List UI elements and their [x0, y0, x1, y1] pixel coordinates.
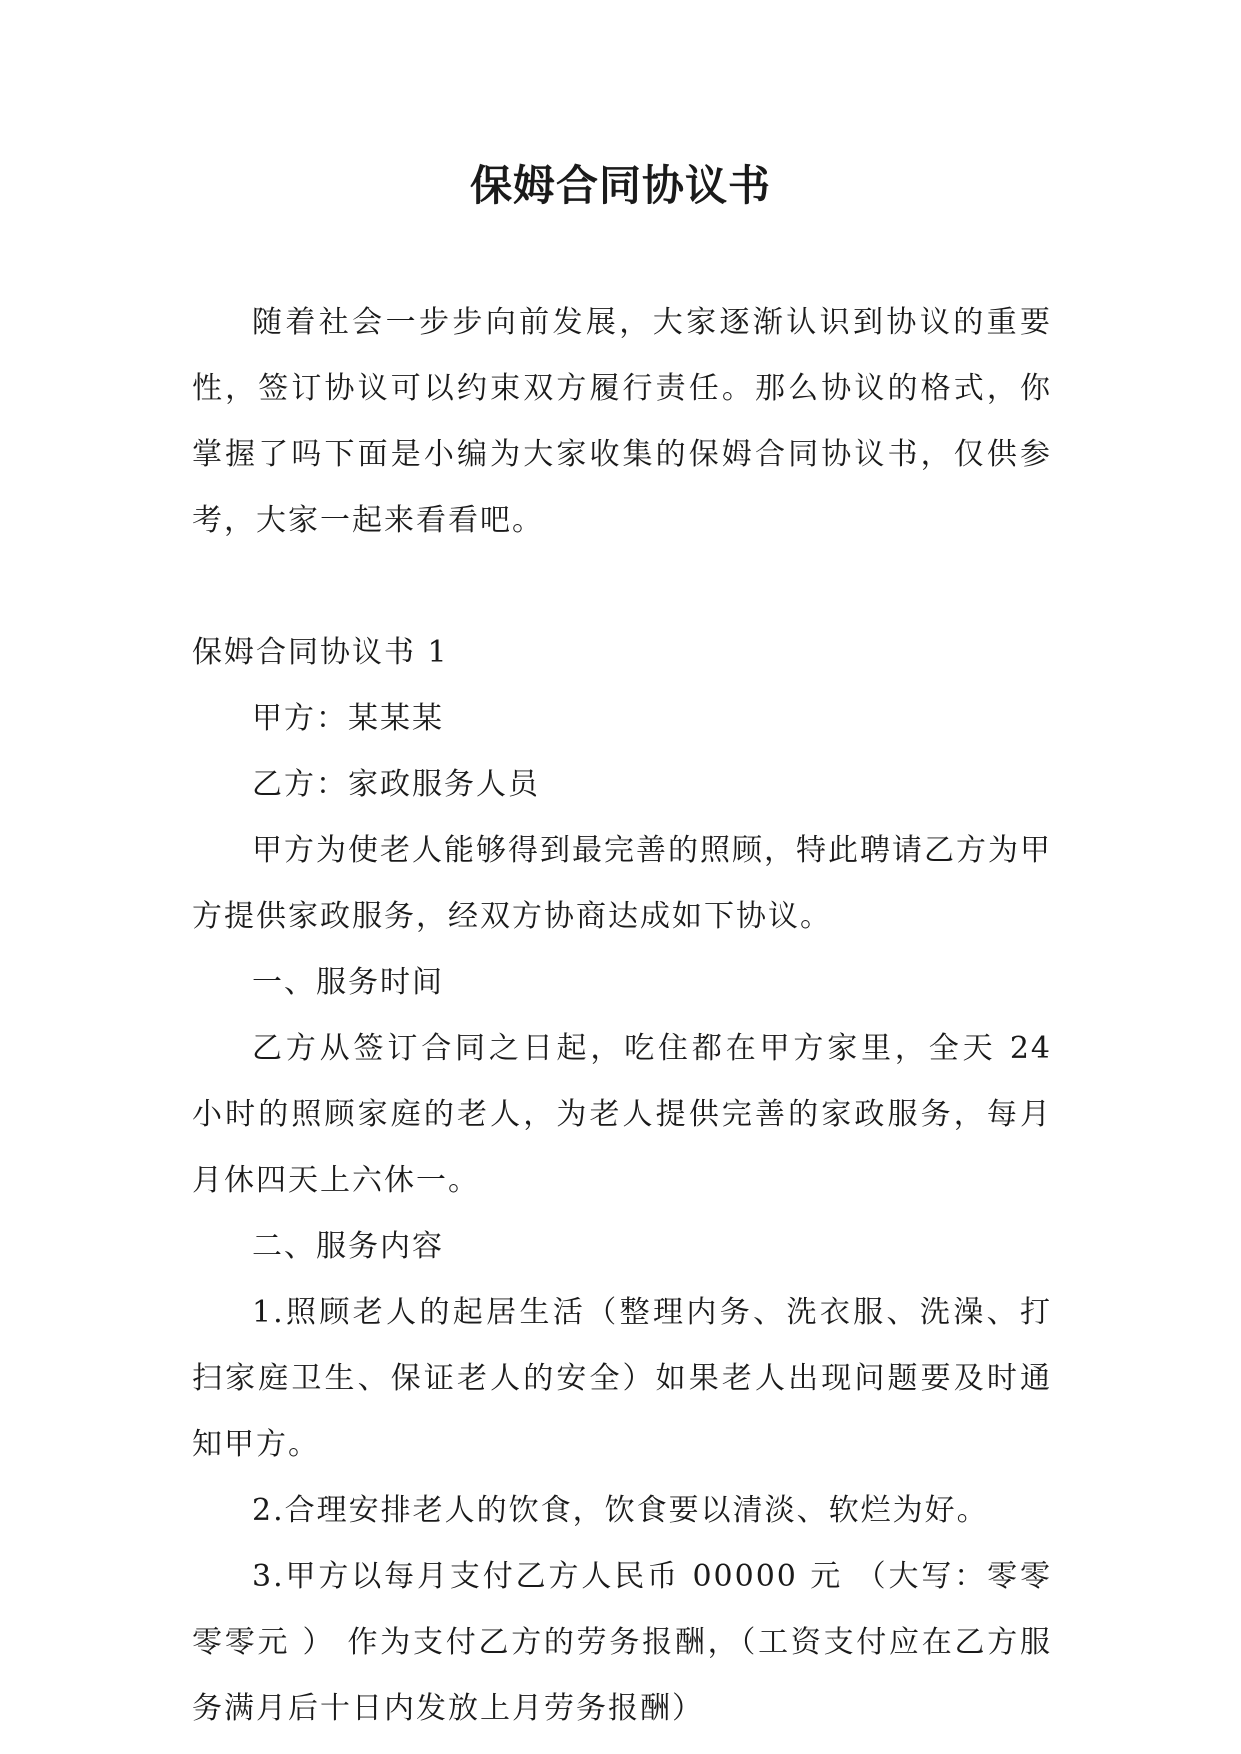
service-item-2: 2.合理安排老人的饮食，饮食要以清淡、软烂为好。 [252, 1493, 989, 1528]
service-time-paragraph: 乙方从签订合同之日起，吃住都在甲方家里，全天 24 小时的照顾家庭的老人，为老人提供完善的家政服务，每月月休四天上六休一。 [192, 1031, 1052, 1198]
document-title: 保姆合同协议书 [469, 161, 771, 210]
party-a-line: 甲方：某某某 [252, 701, 444, 736]
document-body [192, 290, 1052, 1742]
purpose-paragraph: 甲方为使老人能够得到最完善的照顾，特此聘请乙方为甲方提供家政服务，经双方协商达成如下协议。 [192, 833, 1052, 934]
clause-heading-service-content: 二、服务内容 [252, 1229, 444, 1264]
party-b-line: 乙方：家政服务人员 [252, 767, 540, 802]
clause-heading-service-time: 一、服务时间 [252, 965, 444, 1000]
service-item-1: 1.照顾老人的起居生活（整理内务、洗衣服、洗澡、打扫家庭卫生、保证老人的安全）如果老人出现问题要及时通知甲方。 [192, 1295, 1052, 1462]
section-heading: 保姆合同协议书 1 [192, 635, 449, 670]
service-item-3: 3.甲方以每月支付乙方人民币 00000 元 （大写：零零零零元 ） 作为支付乙方的劳务报酬，（工资支付应在乙方服务满月后十日内发放上月劳务报酬） [192, 1559, 1052, 1726]
intro-paragraph: 随着社会一步步向前发展，大家逐渐认识到协议的重要性，签订协议可以约束双方履行责任。那么协议的格式，你掌握了吗下面是小编为大家收集的保姆合同协议书，仅供参考，大家一起来看看吧。 [192, 305, 1052, 538]
